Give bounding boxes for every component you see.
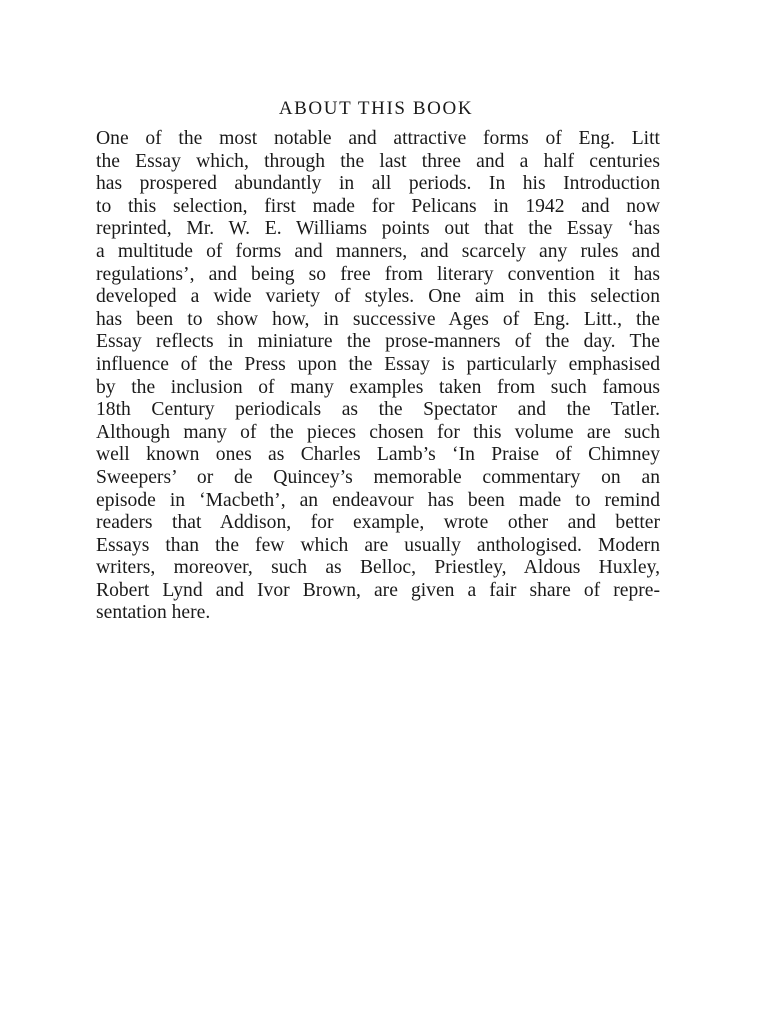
text-line: by the inclusion of many examples taken from such famous <box>96 376 660 398</box>
text-line: sentation here. <box>96 602 211 624</box>
body-paragraph <box>96 128 660 625</box>
text-line: to this selection, first made for Pelicans in 1942 and now <box>96 195 660 217</box>
text-line: Robert Lynd and Ivor Brown, are given a fair share of repre- <box>96 579 660 601</box>
text-line: influence of the Press upon the Essay is particularly emphasised <box>96 353 660 375</box>
text-line: One of the most notable and attractive forms of Eng. Litt <box>96 128 660 149</box>
text-line: Although many of the pieces chosen for this volume are such <box>96 421 660 443</box>
text-line: developed a wide variety of styles. One aim in this selection <box>96 286 660 308</box>
text-line: writers, moreover, such as Belloc, Priestley, Aldous Huxley, <box>96 557 660 579</box>
text-line: the Essay which, through the last three and a half centuries <box>96 150 660 172</box>
page-heading: ABOUT THIS BOOK <box>278 98 474 119</box>
text-line: Essay reflects in miniature the prose-manners of the day. The <box>96 331 660 353</box>
text-line: has prospered abundantly in all periods. In his Introduction <box>96 173 660 195</box>
text-line: 18th Century periodicals as the Spectator and the Tatler. <box>96 399 660 421</box>
text-line: a multitude of forms and manners, and scarcely any rules and <box>96 240 660 262</box>
text-line: has been to show how, in successive Ages of Eng. Litt., the <box>96 308 660 330</box>
text-line: readers that Addison, for example, wrote other and better <box>96 512 660 534</box>
text-line: reprinted, Mr. W. E. Williams points out that the Essay ‘has <box>96 218 660 240</box>
text-line: regulations’, and being so free from literary convention it has <box>96 263 660 285</box>
text-line: episode in ‘Macbeth’, an endeavour has been made to remind <box>96 489 660 511</box>
text-line: Sweepers’ or de Quincey’s memorable commentary on an <box>96 466 660 488</box>
text-line: Essays than the few which are usually anthologised. Modern <box>96 534 660 556</box>
text-line: well known ones as Charles Lamb’s ‘In Praise of Chimney <box>96 444 660 466</box>
